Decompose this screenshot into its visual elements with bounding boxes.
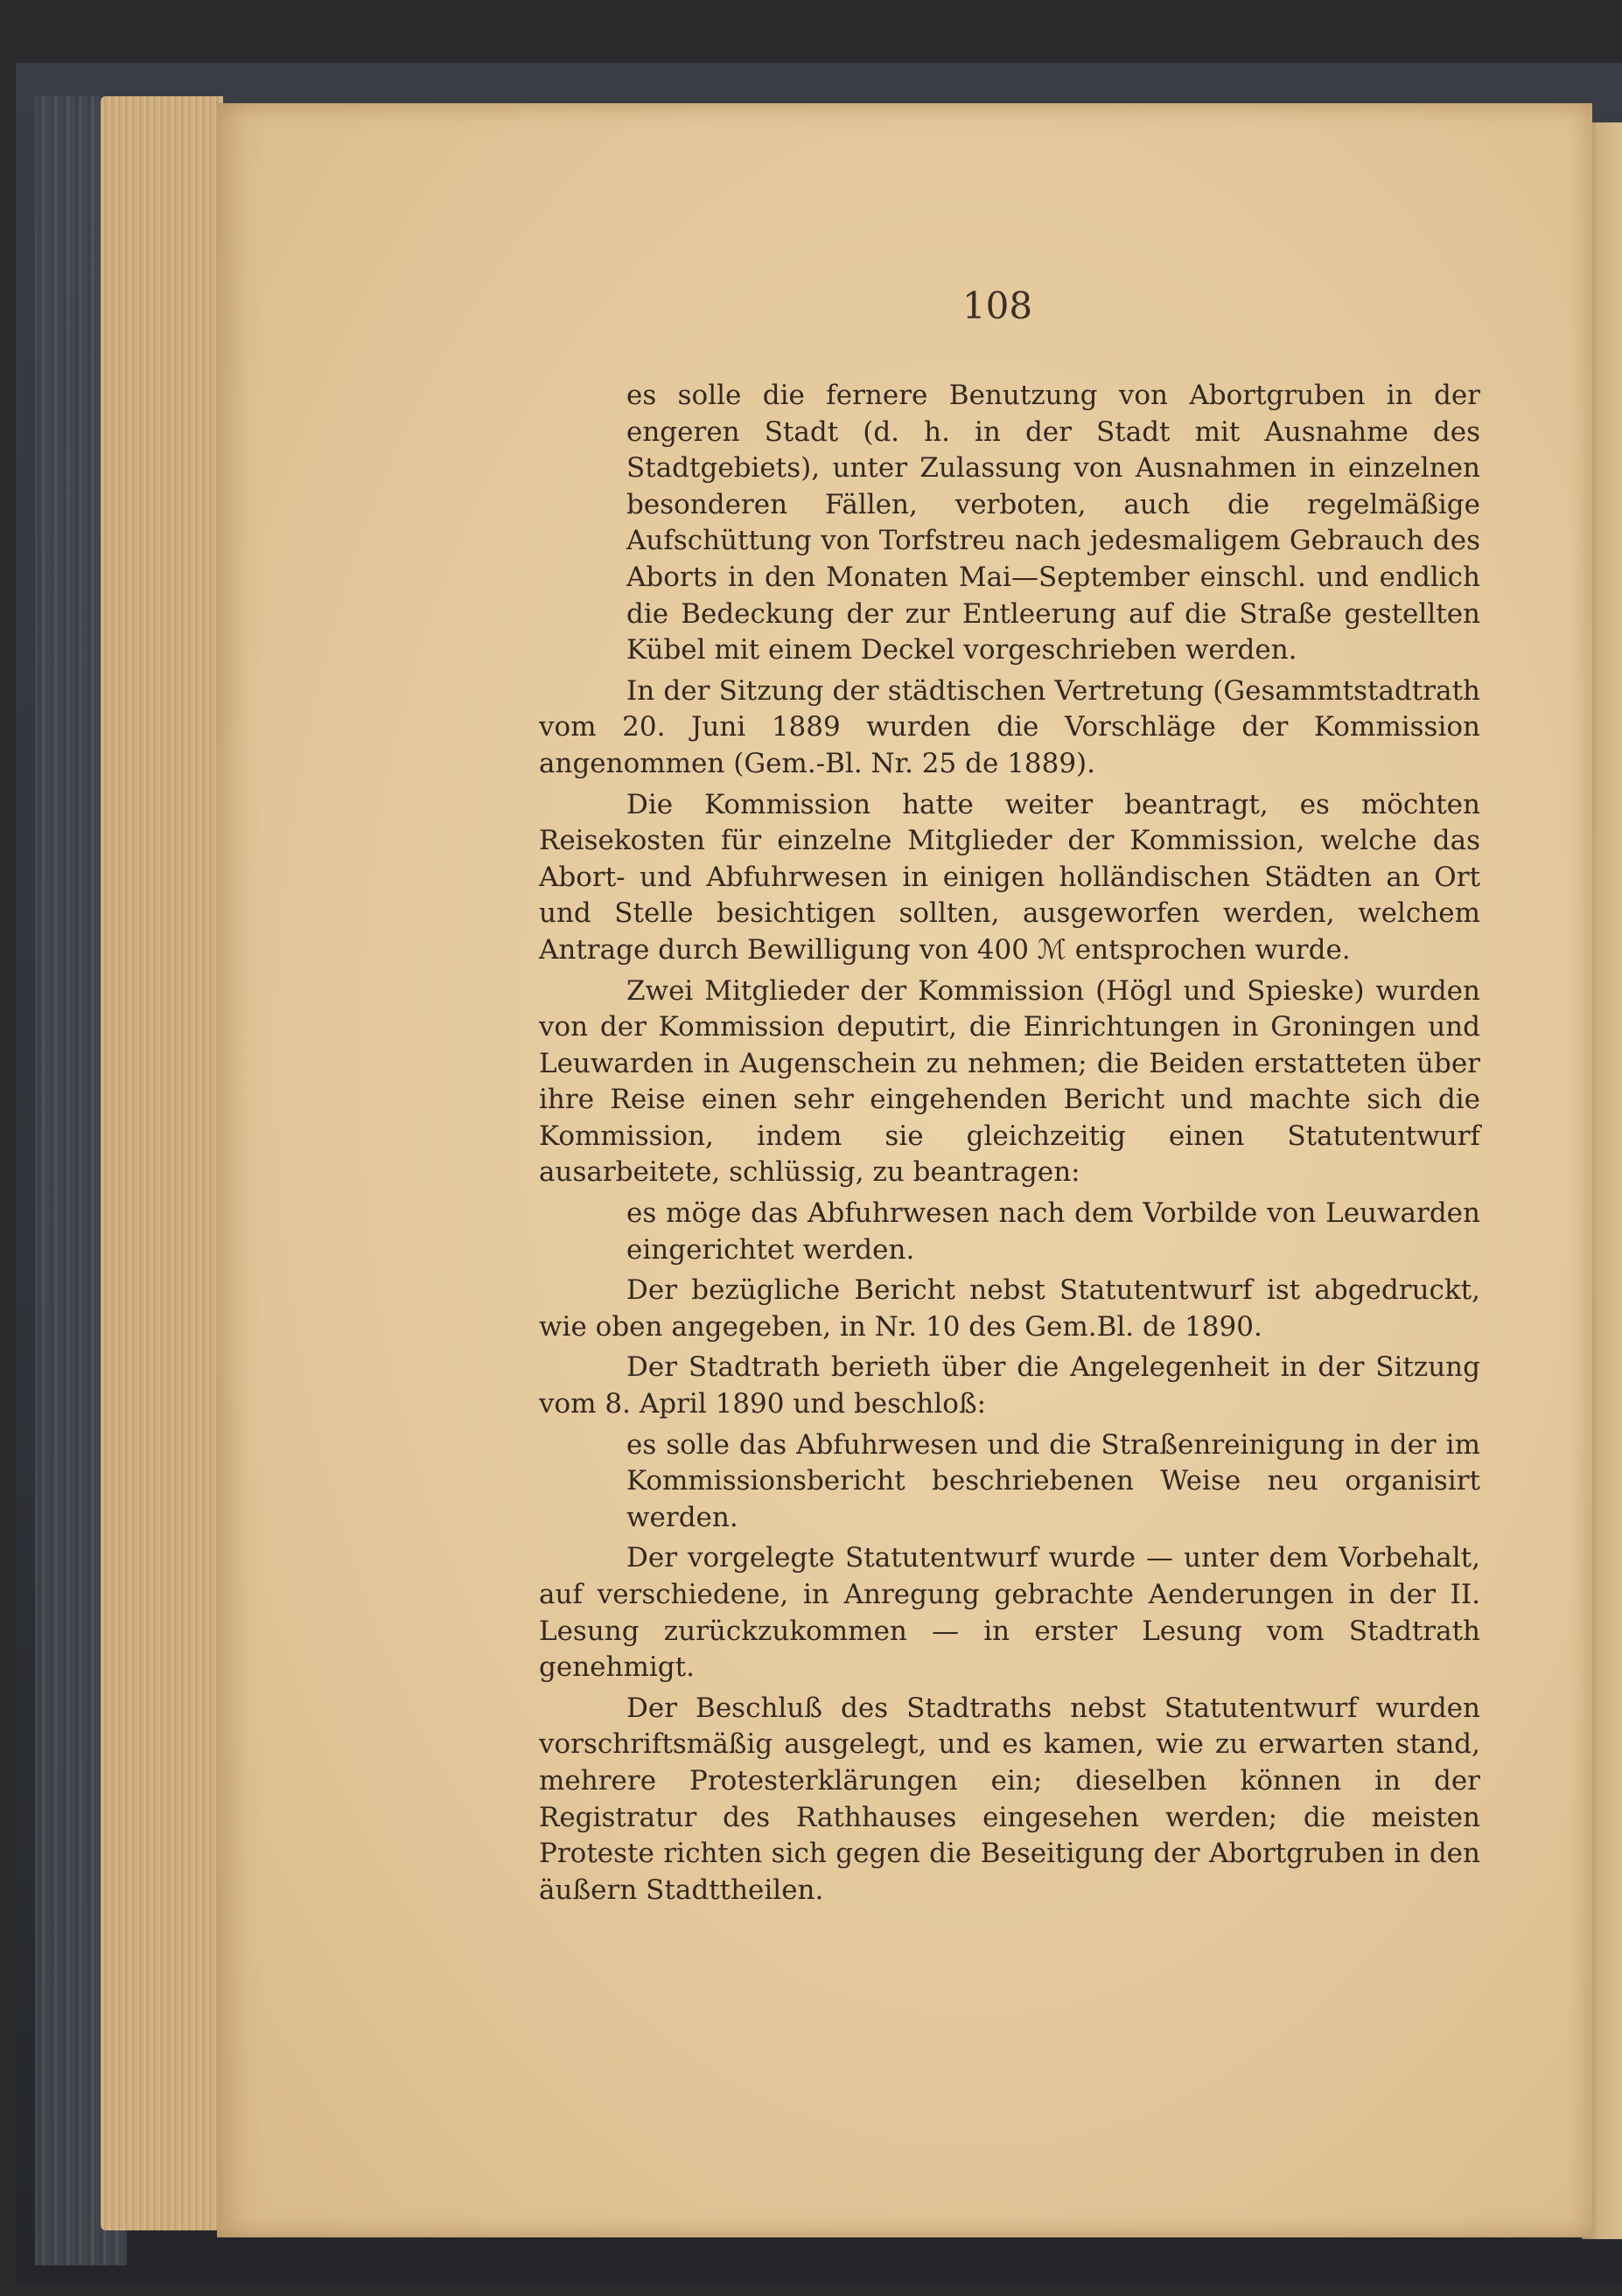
paragraph: Der bezügliche Bericht nebst Statutentwurf ist abgedruckt, wie oben angegeben, in Nr. 10 des Gem.Bl. de 1890. [539,1274,1480,1343]
paragraph: Der Stadtrath berieth über die Angelegenheit in der Sitzung vom 8. April 1890 und beschloß: [539,1351,1480,1420]
page-edges [101,96,223,2230]
paragraph: In der Sitzung der städtischen Vertretung (Gesammtstadtrath vom 20. Juni 1889 wurden die Vorschläge der Kommission angenommen (Gem.-Bl. Nr. 25 de 1889). [539,674,1480,779]
paragraph: Zwei Mitglieder der Kommission (Högl und Spieske) wurden von der Kommission deputirt, die Einrichtungen in Groningen und Leuwarden in Augenschein zu nehmen; die Beiden erstatteten über ihre Reise einen sehr eingehenden Bericht und machte sich die Kommission, indem sie gleichzeitig einen Statutentwurf ausarbeitete, schlüssig, zu beantragen: [539,974,1480,1189]
page-number: 108 [961,284,1033,327]
body-text [539,378,1480,1913]
paragraph: Der Beschluß des Stadtraths nebst Statutentwurf wurden vorschriftsmäßig ausgelegt, und es kamen, wie zu erwarten stand, mehrere Protesterklärungen ein; dieselben können in der Registratur des Rathhauses eingesehen werden; die meisten Proteste richten sich gegen die Beseitigung der Abortgruben in den äußern Stadttheilen. [539,1692,1480,1906]
paragraph: Die Kommission hatte weiter beantragt, es möchten Reisekosten für einzelne Mitglieder der Kommission, welche das Abort- und Abfuhrwesen in einigen holländischen Städten an Ort und Stelle besichtigen sollten, ausgeworfen werden, welchem Antrage durch Bewilligung von 400 ℳ entsprochen wurde. [539,788,1480,966]
paragraph: Der vorgelegte Statutentwurf wurde — unter dem Vorbehalt, auf verschiedene, in Anregung gebrachte Aenderungen in der II. Lesung zurückzukommen — in erster Lesung vom Stadtrath genehmigt. [539,1542,1480,1684]
paragraph-quote: es möge das Abfuhrwesen nach dem Vorbilde von Leuwarden eingerichtet werden. [626,1197,1480,1266]
paragraph-quote: es solle das Abfuhrwesen und die Straßenreinigung in der im Kommissionsbericht beschriebenen Weise neu organisirt werden. [626,1428,1480,1533]
paragraph-quote: es solle die fernere Benutzung von Abortgruben in der engeren Stadt (d. h. in der Stadt mit Ausnahme des Stadtgebiets), unter Zulassung von Ausnahmen in einzelnen besonderen Fällen, verboten, auch die regelmäßige Aufschüttung von Torfstreu nach jedesmaligem Gebrauch des Aborts in den Monaten Mai—September einschl. und endlich die Bedeckung der zur Entleerung auf die Straße gestellten Kübel mit einem Deckel vorgeschrieben werden. [626,380,1480,666]
